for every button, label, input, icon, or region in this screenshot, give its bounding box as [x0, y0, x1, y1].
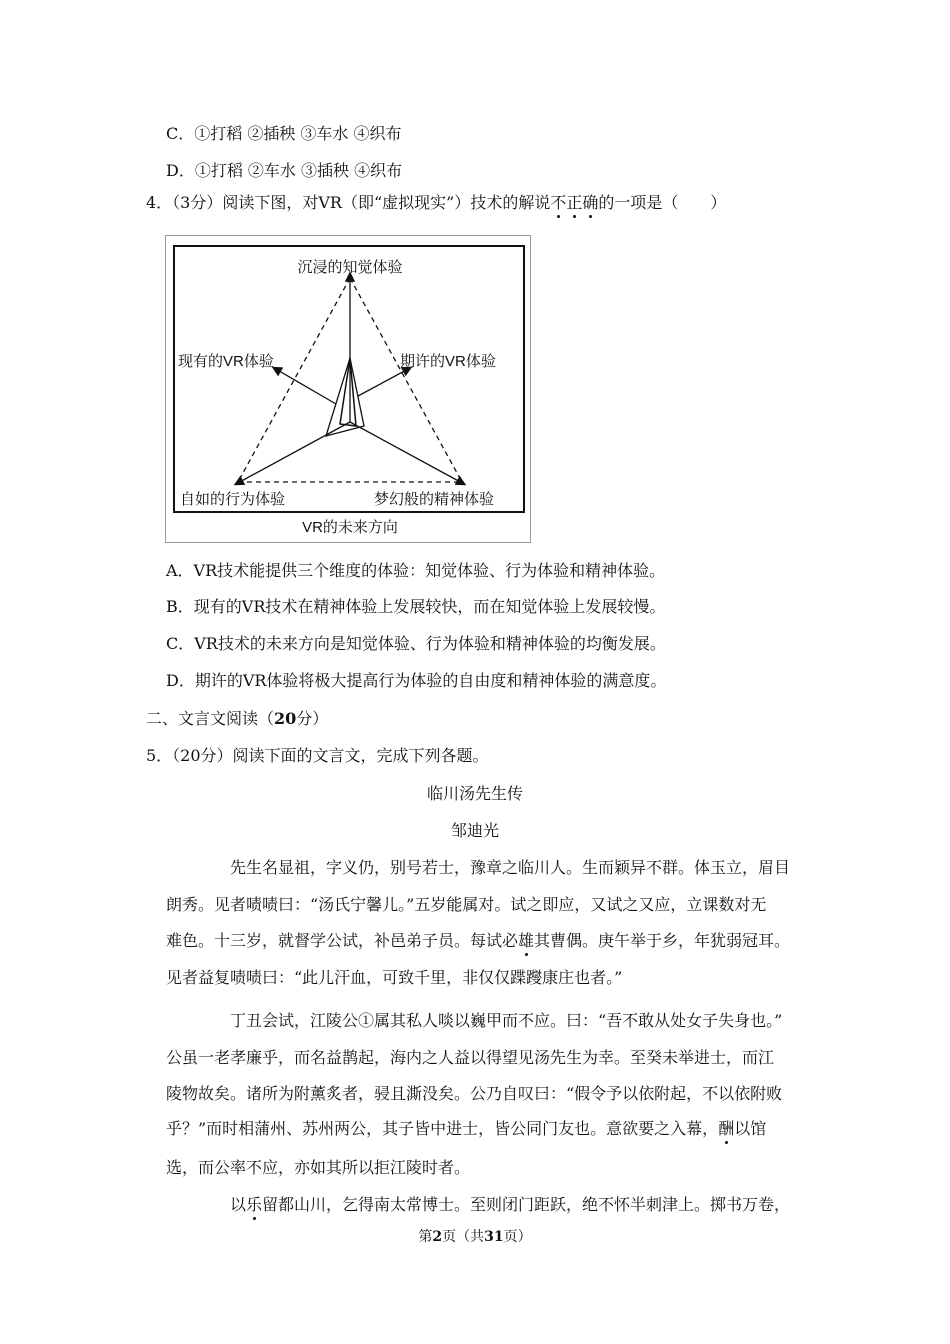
passage-title: 临川汤先生传: [426, 784, 523, 803]
label-bottom-left: 自如的行为体验: [180, 491, 286, 508]
label-right: 期许的VR体验: [400, 353, 496, 370]
emphasis-dot-char: 酬: [718, 1119, 735, 1138]
emphasis-dot-char: 确: [582, 193, 599, 212]
pointer-expected-vr: [358, 368, 410, 396]
emphasis-dot-char: 不: [550, 193, 567, 212]
q4-option-d: D．期许的VR体验将极大提高行为体验的自由度和精神体验的满意度。: [166, 671, 667, 690]
axis-spirit: [350, 422, 464, 484]
passage-line: 以乐留都山川，乞得南太常博士。至则闭门距跃，绝不怀半刺津上。掷书万卷，: [230, 1195, 791, 1214]
figure-caption: VR的未来方向: [302, 519, 398, 536]
vr-diagram: [165, 235, 531, 543]
passage-line: 朗秀。见者啧啧曰：“汤氏宁馨儿。”五岁能属对。试之即应，又试之又应，立课数对无: [166, 895, 767, 914]
vr-diagram-svg: [166, 236, 530, 542]
passage-line: 难色。十三岁，就督学公试，补邑弟子员。每试必雄其曹偶。庚午举于乡，年犹弱冠耳。: [166, 931, 791, 950]
dashed-edge-right: [350, 278, 462, 482]
label-bottom-right: 梦幻般的精神体验: [374, 491, 495, 508]
emphasis-dot-char: 乐: [246, 1195, 263, 1214]
q4-option-b: B．现有的VR技术在精神体验上发展较快，而在知觉体验上发展较慢。: [166, 597, 666, 616]
passage-line: 乎？”而时相蒲州、苏州两公，其子皆中进士，皆公同门友也。意欲要之入幕，酬以馆: [166, 1119, 767, 1138]
passage-line: 公虽一老孝廉乎，而名益鹊起，海内之人益以得望见汤先生为幸。至癸未举进士，而江: [166, 1048, 775, 1067]
emphasis-dot-char: 雄: [518, 931, 535, 950]
q3-option-d: D．①打稻 ②车水 ③插秧 ④织布: [166, 161, 403, 180]
diagram-frame: [174, 246, 524, 512]
emphasis-dot-char: 正: [566, 193, 583, 212]
q4-option-c: C．VR技术的未来方向是知觉体验、行为体验和精神体验的均衡发展。: [166, 634, 666, 653]
axis-behavior: [236, 422, 350, 484]
page-footer: 第2页（共31页）: [418, 1229, 532, 1245]
q5-stem: 5．（20分）阅读下面的文言文，完成下列各题。: [146, 746, 489, 765]
passage-line: 先生名显祖，字义仍，别号若士，豫章之临川人。生而颖异不群。体玉立，眉目: [230, 858, 791, 877]
passage-line: 丁丑会试，江陵公①属其私人啖以巍甲而不应。曰：“吾不敢从处女子失身也。”: [230, 1011, 783, 1030]
current-vr-triangle: [340, 358, 356, 426]
passage-line: 陵物故矣。诸所为附薰炙者，骎且澌没矣。公乃自叹曰：“假令予以依附起，不以依附败: [166, 1084, 783, 1103]
q4-stem: 4．（3分）阅读下图，对VR（即“虚拟现实”）技术的解说不正确的一项是（ ）: [146, 193, 727, 212]
label-top: 沉浸的知觉体验: [297, 259, 403, 276]
passage-line: 选，而公率不应，亦如其所以拒江陵时者。: [166, 1158, 471, 1177]
section-heading: 二、文言文阅读（20分）: [146, 709, 329, 728]
q4-option-a: A．VR技术能提供三个维度的体验：知觉体验、行为体验和精神体验。: [166, 561, 666, 580]
label-left: 现有的VR体验: [178, 353, 274, 370]
q3-option-c: C．①打稻 ②插秧 ③车水 ④织布: [166, 124, 402, 143]
passage-author: 邹迪光: [450, 821, 499, 840]
passage-line: 见者益复啧啧曰：“此儿汗血，可致千里，非仅仅蹀躞康庄也者。”: [166, 968, 623, 987]
